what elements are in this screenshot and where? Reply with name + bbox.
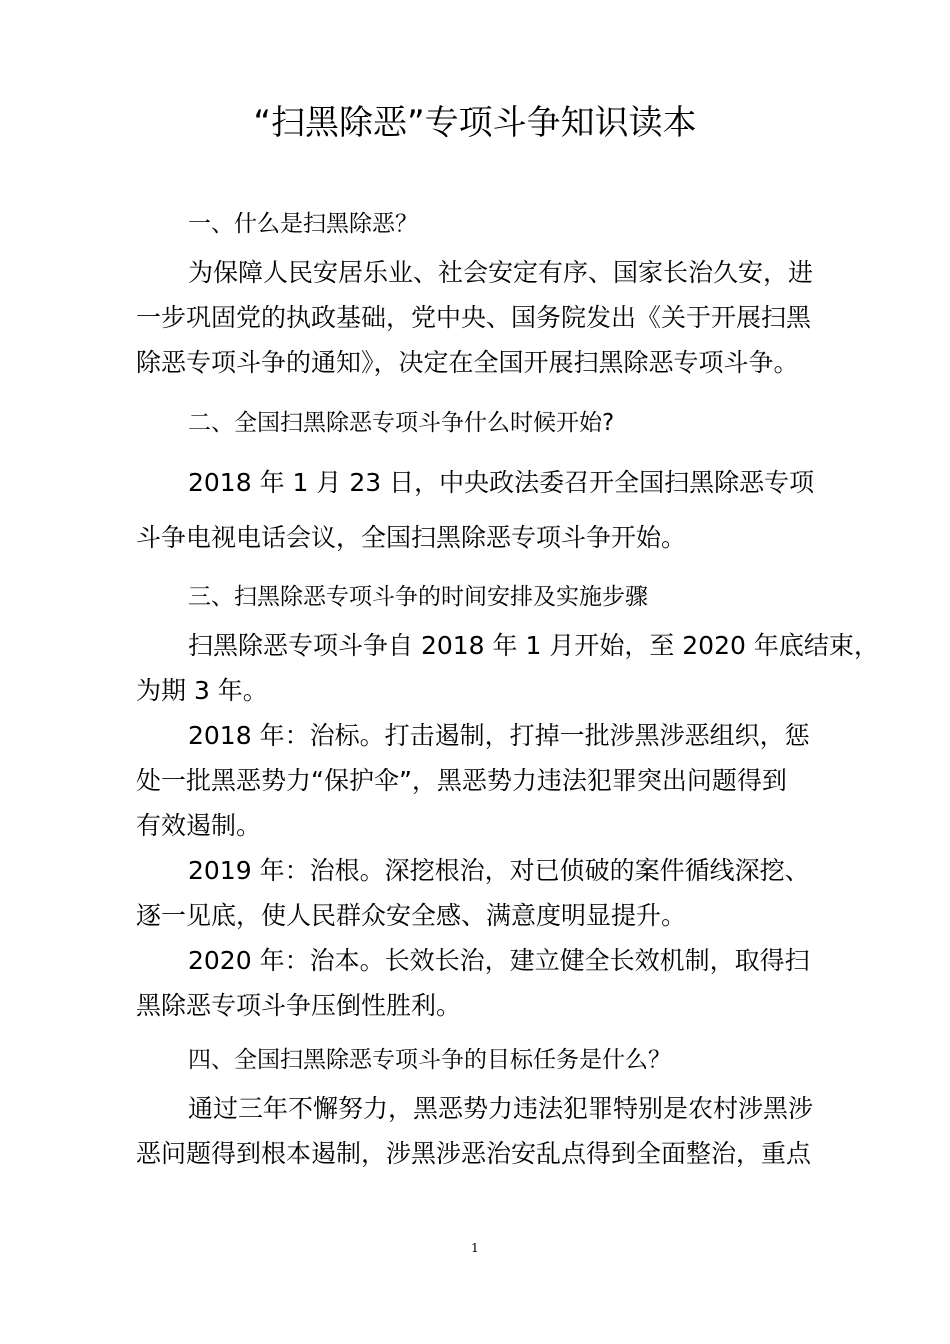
section-heading-2: 二、全国扫黑除恶专项斗争什么时候开始? [188,410,615,436]
paragraph-line: 逐一见底，使人民群众安全感、满意度明显提升。 [136,901,687,930]
paragraph-line: 扫黑除恶专项斗争自 2018 年 1 月开始，至 2020 年底结束， [188,631,879,660]
paragraph-line: 斗争电视电话会议，全国扫黑除恶专项斗争开始。 [136,523,687,552]
paragraph-line: 2019 年：治根。深挖根治，对已侦破的案件循线深挖、 [188,856,810,885]
section-heading-4: 四、全国扫黑除恶专项斗争的目标任务是什么？ [188,1047,671,1073]
section-heading-3: 三、扫黑除恶专项斗争的时间安排及实施步骤 [188,584,648,610]
document-title: “扫黑除恶”专项斗争知识读本 [253,103,697,143]
paragraph [136,938,836,1028]
paragraph [136,455,836,565]
paragraph-line: 恶问题得到根本遏制，涉黑涉恶治安乱点得到全面整治，重点 [136,1139,812,1168]
paragraph-line: 2018 年：治标。打击遏制，打掉一批涉黑涉恶组织，惩 [188,721,810,750]
paragraph-line: 一步巩固党的执政基础，党中央、国务院发出《关于开展扫黑 [136,303,812,332]
paragraph [136,713,836,848]
paragraph-line: 黑除恶专项斗争压倒性胜利。 [136,991,462,1020]
paragraph-line: 2020 年：治本。长效长治，建立健全长效机制，取得扫 [188,946,810,975]
paragraph-line: 处一批黑恶势力“保护伞”，黑恶势力违法犯罪突出问题得到 [136,766,787,795]
paragraph-line: 为保障人民安居乐业、社会安定有序、国家长治久安，进 [188,258,814,287]
page-number: 1 [471,1241,479,1255]
paragraph-line: 有效遏制。 [136,811,262,840]
paragraph [136,848,836,938]
paragraph [136,1086,836,1176]
paragraph [136,623,879,713]
paragraph [136,250,836,385]
section-heading-1: 一、什么是扫黑除恶？ [188,211,418,237]
paragraph-line: 2018 年 1 月 23 日，中央政法委召开全国扫黑除恶专项 [188,468,815,497]
paragraph-line: 除恶专项斗争的通知》，决定在全国开展扫黑除恶专项斗争。 [136,348,799,377]
document-body [136,198,879,1176]
paragraph-line: 通过三年不懈努力，黑恶势力违法犯罪特别是农村涉黑涉 [188,1094,814,1123]
paragraph-line: 为期 3 年。 [136,676,268,705]
